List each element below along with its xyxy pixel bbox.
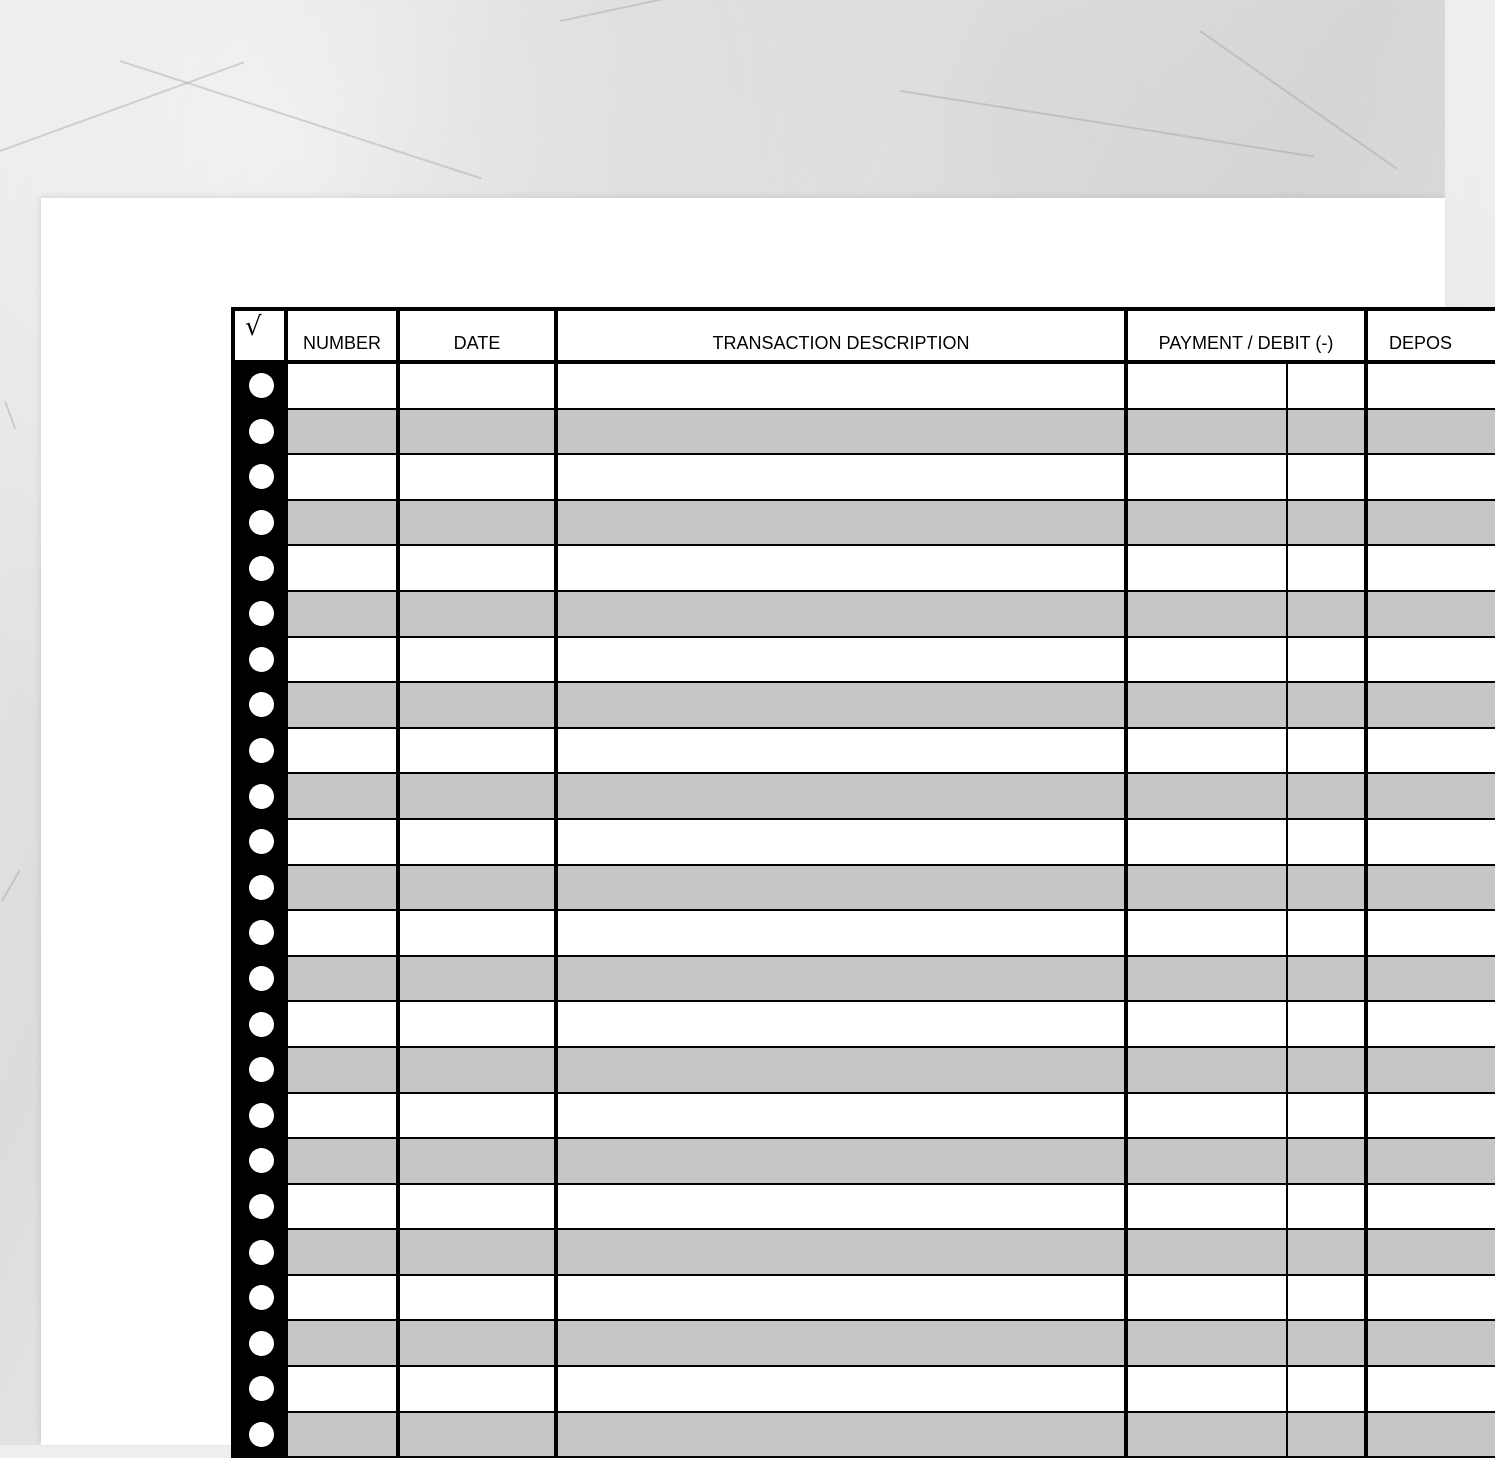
- payment-cents-cell[interactable]: [1288, 729, 1368, 773]
- payment-cents-cell[interactable]: [1288, 683, 1368, 727]
- table-row: [235, 1367, 1495, 1413]
- deposit-cell[interactable]: [1368, 911, 1495, 955]
- table-row: [235, 911, 1495, 957]
- number-cell[interactable]: [288, 729, 400, 773]
- date-cell[interactable]: [400, 866, 558, 910]
- description-cell[interactable]: [558, 866, 1128, 910]
- header-check-mark: √: [235, 311, 288, 360]
- check-circle[interactable]: [249, 1012, 274, 1037]
- description-cell[interactable]: [558, 455, 1128, 499]
- number-cell[interactable]: [288, 1002, 400, 1046]
- payment-dollars-cell[interactable]: [1128, 1094, 1288, 1138]
- deposit-cell[interactable]: [1368, 410, 1495, 454]
- check-circle-cell: [235, 1230, 288, 1274]
- number-cell[interactable]: [288, 455, 400, 499]
- check-circle-cell: [235, 1185, 288, 1229]
- check-circle[interactable]: [249, 1240, 274, 1265]
- printed-page: [41, 198, 1453, 1445]
- table-row: [235, 1230, 1495, 1276]
- description-cell[interactable]: [558, 1139, 1128, 1183]
- check-circle[interactable]: [249, 601, 274, 626]
- table-row: [235, 1185, 1495, 1231]
- check-circle[interactable]: [249, 692, 274, 717]
- check-circle-cell: [235, 1413, 288, 1457]
- number-cell[interactable]: [288, 546, 400, 590]
- date-cell[interactable]: [400, 820, 558, 864]
- table-row: [235, 1321, 1495, 1367]
- payment-dollars-cell[interactable]: [1128, 729, 1288, 773]
- payment-dollars-cell[interactable]: [1128, 820, 1288, 864]
- check-circle-cell: [235, 592, 288, 636]
- table-row: [235, 1413, 1495, 1458]
- payment-dollars-cell[interactable]: [1128, 1002, 1288, 1046]
- date-cell[interactable]: [400, 957, 558, 1001]
- number-cell[interactable]: [288, 774, 400, 818]
- table-row: [235, 501, 1495, 547]
- check-circle-cell: [235, 820, 288, 864]
- number-cell[interactable]: [288, 364, 400, 408]
- check-circle[interactable]: [249, 556, 274, 581]
- payment-cents-cell[interactable]: [1288, 1048, 1368, 1092]
- check-circle-cell: [235, 911, 288, 955]
- header-payment-debit: PAYMENT / DEBIT (-): [1128, 311, 1368, 360]
- number-cell[interactable]: [288, 820, 400, 864]
- payment-dollars-cell[interactable]: [1128, 638, 1288, 682]
- date-cell[interactable]: [400, 729, 558, 773]
- check-circle[interactable]: [249, 920, 274, 945]
- payment-cents-cell[interactable]: [1288, 1321, 1368, 1365]
- table-row: [235, 364, 1495, 410]
- description-cell[interactable]: [558, 957, 1128, 1001]
- check-circle-cell: [235, 364, 288, 408]
- payment-dollars-cell[interactable]: [1128, 911, 1288, 955]
- deposit-cell[interactable]: [1368, 1321, 1495, 1365]
- check-circle-cell: [235, 774, 288, 818]
- date-cell[interactable]: [400, 410, 558, 454]
- payment-cents-cell[interactable]: [1288, 638, 1368, 682]
- check-circle[interactable]: [249, 1148, 274, 1173]
- payment-dollars-cell[interactable]: [1128, 1139, 1288, 1183]
- table-row: [235, 1002, 1495, 1048]
- payment-cents-cell[interactable]: [1288, 592, 1368, 636]
- deposit-cell[interactable]: [1368, 546, 1495, 590]
- description-cell[interactable]: [558, 1413, 1128, 1457]
- check-circle[interactable]: [249, 1285, 274, 1310]
- number-cell[interactable]: [288, 1094, 400, 1138]
- date-cell[interactable]: [400, 683, 558, 727]
- description-cell[interactable]: [558, 638, 1128, 682]
- table-row: [235, 866, 1495, 912]
- check-circle[interactable]: [249, 1422, 274, 1447]
- description-cell[interactable]: [558, 592, 1128, 636]
- deposit-cell[interactable]: [1368, 1094, 1495, 1138]
- payment-cents-cell[interactable]: [1288, 774, 1368, 818]
- check-circle-cell: [235, 501, 288, 545]
- deposit-cell[interactable]: [1368, 957, 1495, 1001]
- date-cell[interactable]: [400, 638, 558, 682]
- deposit-cell[interactable]: [1368, 364, 1495, 408]
- table-row: [235, 455, 1495, 501]
- deposit-cell[interactable]: [1368, 501, 1495, 545]
- description-cell[interactable]: [558, 1094, 1128, 1138]
- payment-cents-cell[interactable]: [1288, 1276, 1368, 1320]
- check-circle-cell: [235, 957, 288, 1001]
- description-cell[interactable]: [558, 1185, 1128, 1229]
- check-circle[interactable]: [249, 1103, 274, 1128]
- payment-dollars-cell[interactable]: [1128, 1276, 1288, 1320]
- description-cell[interactable]: [558, 1002, 1128, 1046]
- check-circle[interactable]: [249, 1376, 274, 1401]
- date-cell[interactable]: [400, 592, 558, 636]
- description-cell[interactable]: [558, 1367, 1128, 1411]
- table-row: [235, 1048, 1495, 1094]
- date-cell[interactable]: [400, 364, 558, 408]
- deposit-cell[interactable]: [1368, 1185, 1495, 1229]
- check-circle[interactable]: [249, 738, 274, 763]
- number-cell[interactable]: [288, 1230, 400, 1274]
- description-cell[interactable]: [558, 820, 1128, 864]
- deposit-cell[interactable]: [1368, 774, 1495, 818]
- payment-dollars-cell[interactable]: [1128, 1367, 1288, 1411]
- date-cell[interactable]: [400, 546, 558, 590]
- number-cell[interactable]: [288, 866, 400, 910]
- number-cell[interactable]: [288, 1276, 400, 1320]
- check-circle[interactable]: [249, 510, 274, 535]
- check-circle[interactable]: [249, 966, 274, 991]
- check-circle-cell: [235, 729, 288, 773]
- deposit-cell[interactable]: [1368, 1413, 1495, 1457]
- date-cell[interactable]: [400, 1276, 558, 1320]
- payment-dollars-cell[interactable]: [1128, 1230, 1288, 1274]
- number-cell[interactable]: [288, 501, 400, 545]
- payment-cents-cell[interactable]: [1288, 1413, 1368, 1457]
- payment-cents-cell[interactable]: [1288, 501, 1368, 545]
- table-row: [235, 1094, 1495, 1140]
- description-cell[interactable]: [558, 774, 1128, 818]
- check-circle[interactable]: [249, 464, 274, 489]
- check-circle-cell: [235, 1367, 288, 1411]
- date-cell[interactable]: [400, 1185, 558, 1229]
- payment-cents-cell[interactable]: [1288, 455, 1368, 499]
- table-row: [235, 1276, 1495, 1322]
- check-circle[interactable]: [249, 1194, 274, 1219]
- check-circle-cell: [235, 638, 288, 682]
- check-circle-cell: [235, 410, 288, 454]
- payment-dollars-cell[interactable]: [1128, 866, 1288, 910]
- description-cell[interactable]: [558, 1321, 1128, 1365]
- payment-cents-cell[interactable]: [1288, 1230, 1368, 1274]
- description-cell[interactable]: [558, 364, 1128, 408]
- payment-dollars-cell[interactable]: [1128, 455, 1288, 499]
- payment-dollars-cell[interactable]: [1128, 1413, 1288, 1457]
- header-row: [235, 311, 1495, 364]
- deposit-cell[interactable]: [1368, 820, 1495, 864]
- date-cell[interactable]: [400, 1367, 558, 1411]
- description-cell[interactable]: [558, 1048, 1128, 1092]
- check-circle-cell: [235, 455, 288, 499]
- payment-cents-cell[interactable]: [1288, 1002, 1368, 1046]
- check-circle[interactable]: [249, 373, 274, 398]
- description-cell[interactable]: [558, 546, 1128, 590]
- table-row: [235, 546, 1495, 592]
- date-cell[interactable]: [400, 1002, 558, 1046]
- table-row: [235, 1139, 1495, 1185]
- payment-cents-cell[interactable]: [1288, 820, 1368, 864]
- date-cell[interactable]: [400, 774, 558, 818]
- check-circle[interactable]: [249, 1057, 274, 1082]
- check-register-table: [231, 307, 1495, 1458]
- deposit-cell[interactable]: [1368, 1002, 1495, 1046]
- deposit-cell[interactable]: [1368, 1139, 1495, 1183]
- description-cell[interactable]: [558, 911, 1128, 955]
- payment-cents-cell[interactable]: [1288, 1094, 1368, 1138]
- deposit-cell[interactable]: [1368, 1276, 1495, 1320]
- date-cell[interactable]: [400, 1321, 558, 1365]
- header-date: DATE: [400, 311, 558, 360]
- header-transaction-description: TRANSACTION DESCRIPTION: [558, 311, 1128, 360]
- check-circle-cell: [235, 546, 288, 590]
- check-circle-cell: [235, 1094, 288, 1138]
- check-circle-cell: [235, 1139, 288, 1183]
- description-cell[interactable]: [558, 501, 1128, 545]
- table-row: [235, 410, 1495, 456]
- check-circle-cell: [235, 1276, 288, 1320]
- number-cell[interactable]: [288, 957, 400, 1001]
- description-cell[interactable]: [558, 410, 1128, 454]
- table-row: [235, 820, 1495, 866]
- header-deposit: DEPOS: [1389, 333, 1453, 353]
- deposit-cell[interactable]: [1368, 866, 1495, 910]
- table-row: [235, 592, 1495, 638]
- payment-cents-cell[interactable]: [1288, 1367, 1368, 1411]
- payment-dollars-cell[interactable]: [1128, 683, 1288, 727]
- payment-dollars-cell[interactable]: [1128, 546, 1288, 590]
- number-cell[interactable]: [288, 1321, 400, 1365]
- description-cell[interactable]: [558, 729, 1128, 773]
- deposit-cell[interactable]: [1368, 683, 1495, 727]
- check-circle[interactable]: [249, 875, 274, 900]
- deposit-cell[interactable]: [1368, 1367, 1495, 1411]
- payment-cents-cell[interactable]: [1288, 911, 1368, 955]
- register-rows: [235, 364, 1495, 1458]
- number-cell[interactable]: [288, 1413, 400, 1457]
- date-cell[interactable]: [400, 1230, 558, 1274]
- date-cell[interactable]: [400, 1094, 558, 1138]
- payment-cents-cell[interactable]: [1288, 957, 1368, 1001]
- payment-dollars-cell[interactable]: [1128, 1185, 1288, 1229]
- payment-cents-cell[interactable]: [1288, 410, 1368, 454]
- check-circle[interactable]: [249, 1331, 274, 1356]
- payment-dollars-cell[interactable]: [1128, 364, 1288, 408]
- deposit-cell[interactable]: [1368, 1048, 1495, 1092]
- check-circle-cell: [235, 683, 288, 727]
- payment-cents-cell[interactable]: [1288, 1139, 1368, 1183]
- payment-dollars-cell[interactable]: [1128, 592, 1288, 636]
- description-cell[interactable]: [558, 683, 1128, 727]
- payment-dollars-cell[interactable]: [1128, 410, 1288, 454]
- date-cell[interactable]: [400, 1048, 558, 1092]
- table-row: [235, 638, 1495, 684]
- payment-dollars-cell[interactable]: [1128, 501, 1288, 545]
- payment-cents-cell[interactable]: [1288, 364, 1368, 408]
- table-row: [235, 683, 1495, 729]
- date-cell[interactable]: [400, 1413, 558, 1457]
- description-cell[interactable]: [558, 1230, 1128, 1274]
- date-cell[interactable]: [400, 455, 558, 499]
- table-row: [235, 774, 1495, 820]
- number-cell[interactable]: [288, 911, 400, 955]
- number-cell[interactable]: [288, 592, 400, 636]
- date-cell[interactable]: [400, 501, 558, 545]
- number-cell[interactable]: [288, 1139, 400, 1183]
- check-circle-cell: [235, 1321, 288, 1365]
- payment-dollars-cell[interactable]: [1128, 957, 1288, 1001]
- payment-dollars-cell[interactable]: [1128, 1321, 1288, 1365]
- check-circle[interactable]: [249, 647, 274, 672]
- payment-cents-cell[interactable]: [1288, 546, 1368, 590]
- number-cell[interactable]: [288, 1367, 400, 1411]
- payment-cents-cell[interactable]: [1288, 1185, 1368, 1229]
- register-sheet: [231, 307, 1453, 1445]
- number-cell[interactable]: [288, 410, 400, 454]
- deposit-cell[interactable]: [1368, 638, 1495, 682]
- payment-dollars-cell[interactable]: [1128, 774, 1288, 818]
- payment-dollars-cell[interactable]: [1128, 1048, 1288, 1092]
- number-cell[interactable]: [288, 1185, 400, 1229]
- deposit-cell[interactable]: [1368, 592, 1495, 636]
- number-cell[interactable]: [288, 1048, 400, 1092]
- table-row: [235, 957, 1495, 1003]
- check-circle[interactable]: [249, 829, 274, 854]
- check-circle-cell: [235, 1002, 288, 1046]
- check-circle-cell: [235, 1048, 288, 1092]
- header-number: NUMBER: [288, 311, 400, 360]
- description-cell[interactable]: [558, 1276, 1128, 1320]
- deposit-cell[interactable]: [1368, 455, 1495, 499]
- payment-cents-cell[interactable]: [1288, 866, 1368, 910]
- table-row: [235, 729, 1495, 775]
- deposit-cell[interactable]: [1368, 1230, 1495, 1274]
- date-cell[interactable]: [400, 1139, 558, 1183]
- check-circle[interactable]: [249, 784, 274, 809]
- number-cell[interactable]: [288, 638, 400, 682]
- deposit-cell[interactable]: [1368, 729, 1495, 773]
- date-cell[interactable]: [400, 911, 558, 955]
- check-circle[interactable]: [249, 419, 274, 444]
- number-cell[interactable]: [288, 683, 400, 727]
- check-circle-cell: [235, 866, 288, 910]
